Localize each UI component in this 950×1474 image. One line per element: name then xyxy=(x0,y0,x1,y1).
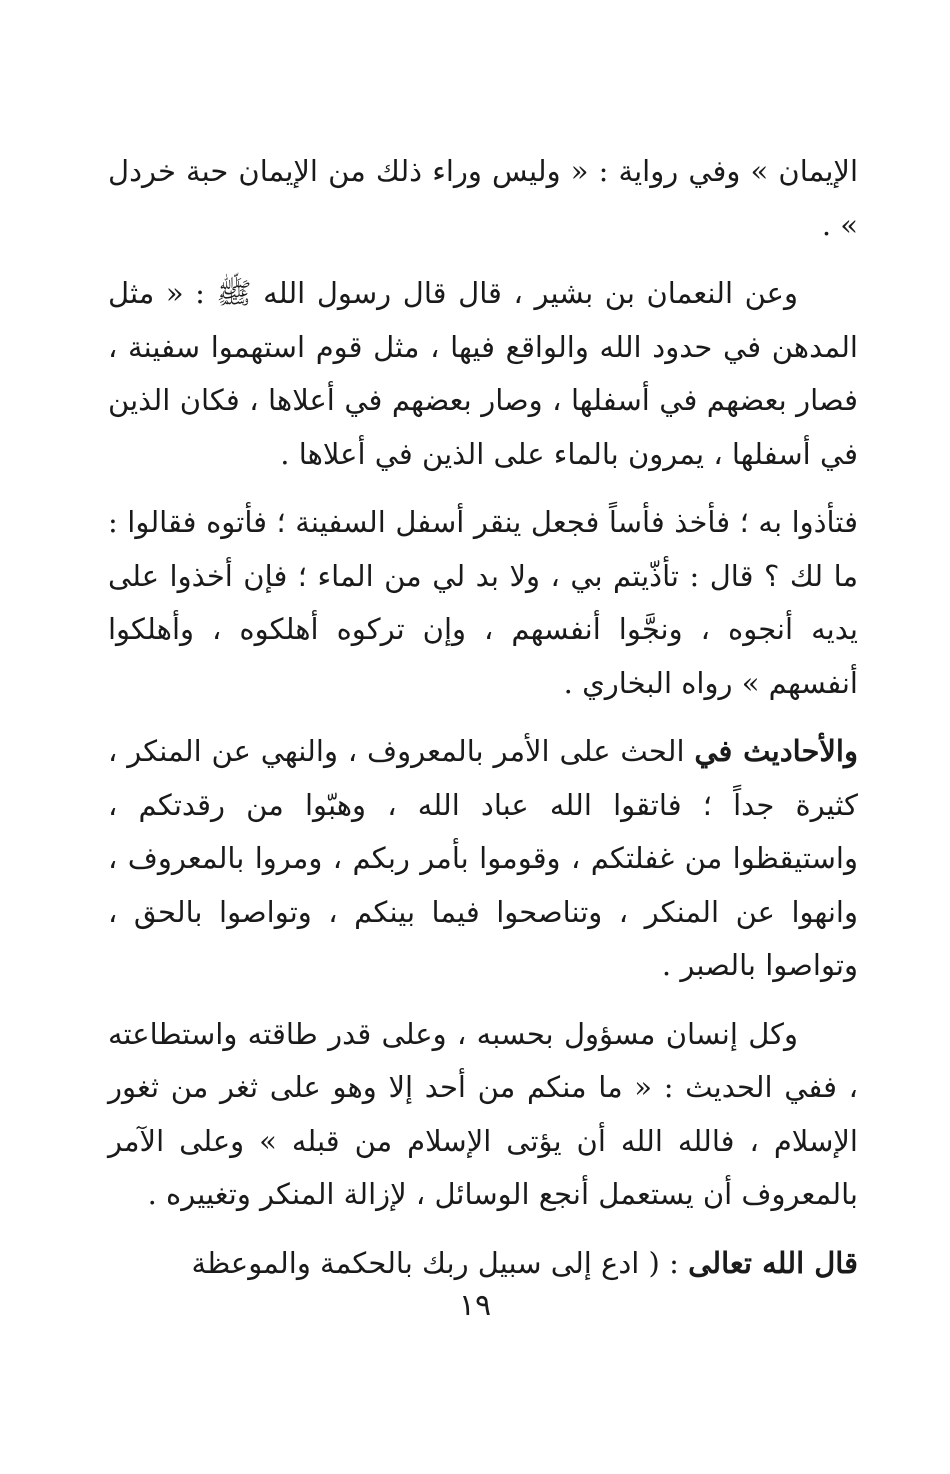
body-text xyxy=(108,145,858,1290)
paragraph-ahadith xyxy=(108,725,858,993)
page-number: ١٩ xyxy=(458,1288,492,1323)
quran-verse-text: : ( ادع إلى سبيل ربك بالحكمة والموعظة xyxy=(191,1245,689,1280)
paragraph-numan-hadith: وعن النعمان بن بشير ، قال قال رسول الله ﷺ : « مثل المدهن في حدود الله والواقع فيها ، مثل قوم استهموا سفينة ، فصار بعضهم في أسفلها ، وصار بعضهم في أعلاها ، فكان الذين في أسفلها ، يمرون بالماء على الذين في أعلاها . xyxy=(108,276,858,471)
paragraph-ship-story: فتأذوا به ؛ فأخذ فأساً فجعل ينقر أسفل السفينة ؛ فأتوه فقالوا : ما لك ؟ قال : تأذّيتم بي ، ولا بد لي من الماء ؛ فإن أخذوا على يديه أنجوه ، ونجَّوا أنفسهم ، وإن تركوه أهلكوه ، وأهلكوا أنفسهم » رواه البخاري . xyxy=(108,505,858,700)
quran-verse-bold-lead: قال الله تعالى xyxy=(688,1245,858,1280)
paragraph-ahadith-bold-lead: والأحاديث في xyxy=(694,734,858,768)
paragraph-responsibility: وكل إنسان مسؤول بحسبه ، وعلى قدر طاقته واستطاعته ، ففي الحديث : « ما منكم من أحد إلا وهو على ثغر من ثغور الإسلام ، فالله الله أن يؤتى الإسلام من قبله » وعلى الآمر بالمعروف أن يستعمل أنجع الوسائل ، لإزالة المنكر وتغييره . xyxy=(108,1016,858,1211)
paragraph-hadith-continuation: الإيمان » وفي رواية : « وليس وراء ذلك من الإيمان حبة خردل » . xyxy=(108,154,858,242)
paragraph-ahadith-text: الحث على الأمر بالمعروف ، والنهي عن المنكر ، كثيرة جداً ؛ فاتقوا الله عباد الله ، وهبّوا من رقدتكم ، واستيقظوا من غفلتكم ، وقوموا بأمر ربكم ، ومروا بالمعروف ، وانهوا عن المنكر ، وتناصحوا فيما بينكم ، وتواصوا بالحق ، وتواصوا بالصبر . xyxy=(108,734,858,982)
paragraph-quran-verse xyxy=(108,1237,858,1291)
